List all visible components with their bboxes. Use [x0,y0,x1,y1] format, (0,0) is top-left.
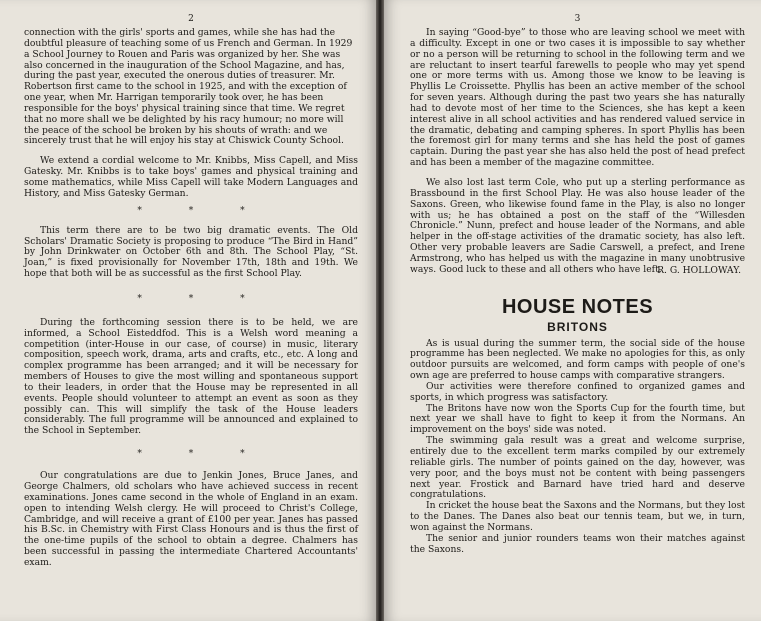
paragraph: As is usual during the summer term, the social side of the house programme has been neglected. We make no apologies for this, as only outdoor pursuits are welcomed, and form camps with people of one's own age are preferred to house camps with comparative strangers. [410,337,745,382]
author-signature: R. G. HOLLOWAY. [657,264,741,276]
book-gutter [376,0,384,621]
paragraph: We extend a cordial welcome to Mr. Knibbs, Miss Capell, and Miss Gatesky. Mr. Knibbs is to take boys' games and physical training and some mathematics, while Miss Capell will take Modern Languages and History, and Miss Gatesky German. [24,155,358,199]
section-separator: * * * [137,449,267,460]
section-separator: * * * [137,205,267,216]
paragraph: In cricket the house beat the Saxons and the Normans, but they lost to the Danes. The Danes also beat our tennis team, but we, in turn, won against the Normans. [410,500,745,533]
paragraph: Our activities were therefore confined to organized games and sports, in which progress was satisfactory. [410,380,745,403]
section-separator: * * * [137,293,267,304]
section-subheading: BRITONS [547,319,608,334]
paragraph: This term there are to be two big dramatic events. The Old Scholars' Dramatic Society is proposing to produce “The Bird in Hand” by John Drinkwater on October 6th and 8th. The School Play, “St. Joan,” is fixed provisionally for November 17th, 18th and 19th. We hope that both will be as successful as the first School Play. [24,224,358,280]
section-heading: HOUSE NOTES [501,295,654,318]
paragraph: Our congratulations are due to Jenkin Jones, Bruce Janes, and George Chalmers, old scholars who have achieved success in recent examinations. Jones came second in the whole of England in an exam. open to intending Welsh clergy. He will proceed to Christ's College, Cambridge, and will receive a grant of £100 per year. Janes has passed his B.Sc. in Chemistry with First Class Honours and is thus the first of the one-time pupils of the school to obtain a degree. Chalmers has been successful in passing the intermediate Chartered Accountants' exam. [24,470,358,568]
paragraph: The Britons have now won the Sports Cup for the fourth time, but next year we shall have to fight to keep it from the Normans. An improvement on the boys' side was noted. [410,402,745,436]
paragraph: connection with the girls' sports and games, while she has had the doubtful pleasure of teaching some of us French and German. In 1929 a School Journey to Rouen and Paris was organized by her. She was also concerned in the inauguration of the School Magazine, and has, during the past year, executed the onerous duties of treasurer. Mr. Robertson first came to the school in 1925, and with the exception of one year, when Mr. Harrigan temporarily took over, he has been responsible for the boys' physical training since that time. We regret that no more shall we be delighted by his racy humour; no more will the peace of the school be broken by his shouts of wrath: and we sincerely trust that he will enjoy his stay at Chiswick County School. [24,27,353,147]
paragraph: The swimming gala result was a great and welcome surprise, entirely due to the excellent term marks compiled by our extremely reliable girls. The number of points gained on the day, however, was very poor, and the boys must not be content with being passengers next year. Frostick and Barnard have tried hard and deserve congratulations. [410,435,745,501]
page-number: 3 [574,14,581,24]
paragraph: We also lost last term Cole, who put up a sterling performance as Brassbound in the first School Play. He was also house leader of the Saxons. Green, who likewise found fame in the Play, is also no longer with us; he has obtained a post on the staff of the “Willesden Chronicle.” Nunn, prefect and house leader of the Normans, and able helper in the off-stage activities of the dramatic society, has also left. Other very probable leavers are Sadie Carswell, a prefect, and Irene Armstrong, who has helped us with the magazine in many unobtrusive ways. Good luck to these and all others who have left. [410,176,745,275]
left-page [0,0,376,621]
paragraph: During the forthcoming session there is to be held, we are informed, a School Eisteddfod. This is a Welsh word meaning a competition (inter-House in our case, of course) in music, literary composition, speech work, drama, arts and crafts, etc., etc. A long and complex programme has been arranged; and it will be necessary for members of Houses to give the most willing and spontaneous support to their leaders, in order that the House may be represented in all events. People should volunteer to attempt an event as soon as they possibly can. This will simplify the task of the House leaders considerably. The full programme will be announced and explained to the School in September. [24,316,358,437]
paragraph: The senior and junior rounders teams won their matches against the Saxons. [410,532,745,555]
paragraph: In saying “Good-bye” to those who are leaving school we meet with a difficulty. Except in one or two cases it is impossible to say whether or no a person will be returning to school in the following term and we are reluctant to insert tearful farewells to people who may yet spend one or more terms with us. Among those we know to be leaving is Phyllis Le Croissette. Phyllis has been an active member of the school for seven years. Although during the past two years she has naturally had to devote most of her time to the Sciences, she has kept a keen interest alive in all school activities and has rendered valued service in the dramatic, debating and camping spheres. In sport Phyllis has been the foremost girl for many terms and she has held the post of games captain. During the past year she has also held the post of head prefect and has been a member of the magazine committee. [410,27,745,169]
right-page [384,0,761,621]
page-number: 2 [188,14,194,24]
